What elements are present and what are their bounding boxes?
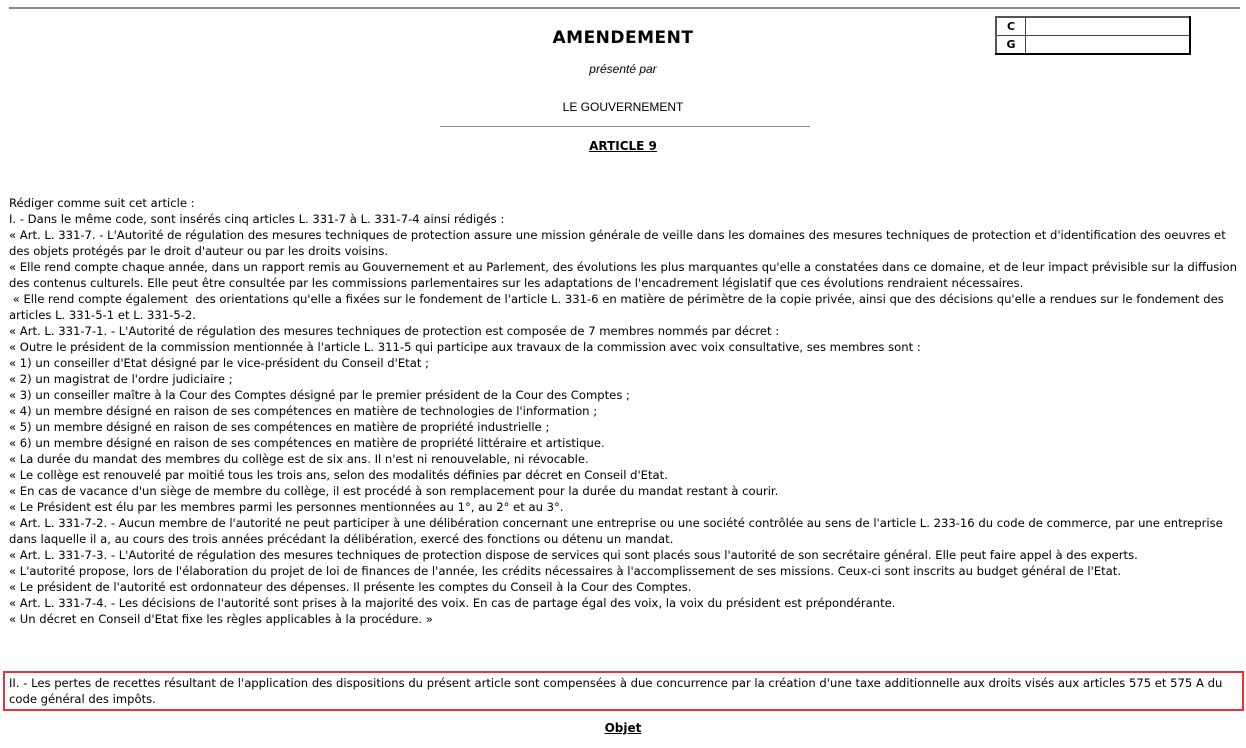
- highlighted-paragraph: II. - Les pertes de recettes résultant de l'application des dispositions du présent article sont compensées à due concurrence par la création d'une taxe additionnelle aux droits visés aux articles 575 et 575 A du code général des impôts.: [9, 676, 1223, 706]
- body-line: « Outre le président de la commission mentionnée à l'article L. 311-5 qui participe aux travaux de la commission avec voix consultative, ses membres sont :: [9, 340, 921, 354]
- body-line: « Elle rend compte également des orientations qu'elle a fixées sur le fondement de l'article L. 331-6 en matière de périmètre de la copie privée, ainsi que des décisions qu'elle a rendues sur le fondement des articles L. 331-5-1 et L. 331-5-2.: [9, 292, 1228, 322]
- cg-value: [1026, 36, 1191, 55]
- body-line: « 4) un membre désigné en raison de ses compétences en matière de technologies de l'information ;: [9, 404, 598, 418]
- body-line: « Le Président est élu par les membres parmi les personnes mentionnées au 1°, au 2° et au 3°.: [9, 500, 564, 514]
- objet-heading: Objet: [604, 721, 642, 735]
- body-line: « Art. L. 331-7. - L'Autorité de régulation des mesures techniques de protection assure une mission générale de veille dans les domaines des mesures techniques de protection et d'identification des oeuvres et des objets protégés par le droit d'auteur ou par les droits voisins.: [9, 228, 1226, 258]
- body-line: « 2) un magistrat de l'ordre judiciaire ;: [9, 372, 233, 386]
- body-line: « L'autorité propose, lors de l'élaboration du projet de loi de finances de l'année, les crédits nécessaires à l'accomplissement de ses missions. Ceux-ci sont inscrits au budget général de l'Etat.: [9, 564, 1122, 578]
- body-line: « Art. L. 331-7-2. - Aucun membre de l'autorité ne peut participer à une délibération concernant une entreprise ou une société contrôlée au sens de l'article L. 233-16 du code de commerce, par une entreprise dans laquelle il a, au cours des trois années précédant la délibération, exercé des fonctions ou détenu un mandat.: [9, 516, 1223, 546]
- body-line: « 5) un membre désigné en raison de ses compétences en matière de propriété industrielle ;: [9, 420, 550, 434]
- body-line: « Art. L. 331-7-1. - L'Autorité de régulation des mesures techniques de protection est composée de 7 membres nommés par décret :: [9, 324, 780, 338]
- cg-label: C: [996, 17, 1026, 36]
- presented-by: présenté par: [589, 62, 657, 76]
- body-line: I. - Dans le même code, sont insérés cinq articles L. 331-7 à L. 331-7-4 ainsi rédigés :: [9, 212, 505, 226]
- author: LE GOUVERNEMENT: [562, 100, 684, 114]
- body-line: « 6) un membre désigné en raison de ses compétences en matière de propriété littéraire et artistique.: [9, 436, 605, 450]
- body-line: « Elle rend compte chaque année, dans un rapport remis au Gouvernement et au Parlement, des évolutions les plus marquantes qu'elle a constatées dans ce domaine, et de leur impact prévisible sur la diffusion des contenus culturels. Elle peut être consultée par les commissions parlementaires sur les adaptations de l'encadrement législatif que ces évolutions rendraient nécessaires.: [9, 260, 1237, 290]
- body-line: « Art. L. 331-7-3. - L'Autorité de régulation des mesures techniques de protection dispose de services qui sont placés sous l'autorité de son secrétaire général. Elle peut faire appel à des experts.: [9, 548, 1138, 562]
- cg-table: [995, 16, 1191, 55]
- body-line: « Le collège est renouvelé par moitié tous les trois ans, selon des modalités définies par décret en Conseil d'Etat.: [9, 468, 668, 482]
- body-line: « En cas de vacance d'un siège de membre du collège, il est procédé à son remplacement pour la durée du mandat restant à courir.: [9, 484, 779, 498]
- body-line: « 1) un conseiller d'Etat désigné par le vice-président du Conseil d'Etat ;: [9, 356, 429, 370]
- body-line: « 3) un conseiller maître à la Cour des Comptes désigné par le premier président de la Cour des Comptes ;: [9, 388, 630, 402]
- document-title: AMENDEMENT: [552, 28, 694, 48]
- body-line: « La durée du mandat des membres du collège est de six ans. Il n'est ni renouvelable, ni révocable.: [9, 452, 589, 466]
- cg-value: [1026, 17, 1191, 36]
- top-horizontal-rule: [9, 7, 1240, 9]
- body-line: « Art. L. 331-7-4. - Les décisions de l'autorité sont prises à la majorité des voix. En cas de partage égal des voix, la voix du président est prépondérante.: [9, 596, 896, 610]
- body-line: « Un décret en Conseil d'Etat fixe les règles applicables à la procédure. »: [9, 612, 433, 626]
- body-line: « Le président de l'autorité est ordonnateur des dépenses. Il présente les comptes du Conseil à la Cour des Comptes.: [9, 580, 692, 594]
- body-line: Rédiger comme suit cet article :: [9, 196, 195, 210]
- header-divider: [440, 126, 810, 127]
- cg-row: [996, 17, 1190, 36]
- article-heading: ARTICLE 9: [589, 139, 657, 153]
- cg-label: G: [996, 36, 1026, 55]
- amendment-body: [9, 195, 1243, 627]
- cg-row: [996, 36, 1190, 55]
